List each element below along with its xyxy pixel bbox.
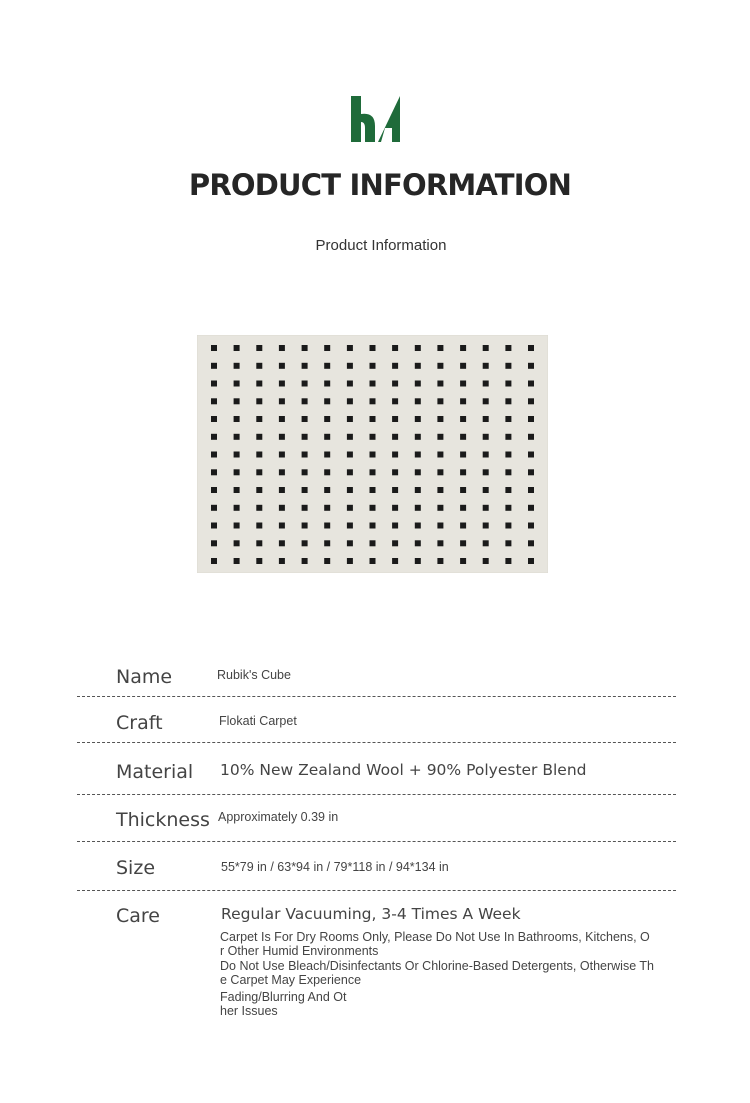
rug-dot [392, 523, 398, 529]
rug-dot [483, 558, 489, 564]
rug-dot [505, 487, 511, 493]
rug-dot [460, 345, 466, 351]
rug-dot [392, 363, 398, 369]
rug-dot [324, 487, 330, 493]
rug-dot [211, 469, 217, 475]
rug-dot [256, 363, 262, 369]
rug-dot [415, 363, 421, 369]
rug-dot [256, 469, 262, 475]
rug-dot [460, 505, 466, 511]
rug-dot [415, 345, 421, 351]
rug-dot [302, 469, 308, 475]
rug-dot [324, 434, 330, 440]
rug-dot [505, 452, 511, 458]
rug-dot [234, 416, 240, 422]
rug-dot [505, 540, 511, 546]
rug-dot [234, 523, 240, 529]
rug-dot [505, 505, 511, 511]
divider [77, 794, 676, 795]
rug-dot [370, 540, 376, 546]
rug-dot [234, 434, 240, 440]
spec-label-name: Name [116, 666, 173, 688]
rug-dot [256, 523, 262, 529]
rug-dot [437, 469, 443, 475]
rug-dot [370, 469, 376, 475]
rug-dot [392, 452, 398, 458]
rug-dot [370, 398, 376, 404]
rug-dot [505, 398, 511, 404]
rug-dot [460, 416, 466, 422]
rug-dot [437, 416, 443, 422]
rug-dot [211, 540, 217, 546]
rug-dot [347, 416, 353, 422]
rug-dot [211, 487, 217, 493]
rug-dot [415, 523, 421, 529]
rug-dot [483, 381, 489, 387]
rug-dot [505, 363, 511, 369]
rug-dot [483, 523, 489, 529]
rug-dot [460, 398, 466, 404]
rug-dot [437, 523, 443, 529]
rug-dot [415, 469, 421, 475]
rug-dot [415, 434, 421, 440]
rug-dot [528, 398, 534, 404]
rug-dot [528, 505, 534, 511]
rug-dot [392, 487, 398, 493]
rug-dot [347, 523, 353, 529]
rug-dot [256, 540, 262, 546]
rug-dot [415, 398, 421, 404]
rug-dot [392, 381, 398, 387]
spec-value-thickness: Approximately 0.39 in [218, 810, 339, 824]
rug-dot [256, 345, 262, 351]
rug-dot [415, 540, 421, 546]
rug-dot [460, 558, 466, 564]
rug-dot [279, 434, 285, 440]
rug-dot [211, 416, 217, 422]
rug-dot [370, 487, 376, 493]
rug-dot [279, 523, 285, 529]
rug-dot [347, 381, 353, 387]
rug-dot [234, 487, 240, 493]
rug-dot [279, 398, 285, 404]
rug-dot [437, 434, 443, 440]
product-image [197, 335, 548, 573]
rug-dot [483, 540, 489, 546]
rug-dot [483, 487, 489, 493]
spec-value-material: 10% New Zealand Wool + 90% Polyester Blend [220, 761, 587, 779]
rug-dot [234, 345, 240, 351]
rug-dot [528, 363, 534, 369]
rug-dot [505, 434, 511, 440]
rug-dot [211, 523, 217, 529]
rug-dot [324, 558, 330, 564]
rug-dot [505, 345, 511, 351]
rug-dot [234, 381, 240, 387]
rug-dot [302, 452, 308, 458]
rug-dot [505, 558, 511, 564]
rug-dot [234, 469, 240, 475]
rug-dot [460, 540, 466, 546]
divider [77, 742, 676, 743]
rug-dot [234, 363, 240, 369]
rug-dot [392, 540, 398, 546]
rug-dot [279, 469, 285, 475]
rug-dot [483, 398, 489, 404]
rug-dot [370, 381, 376, 387]
rug-dot [460, 363, 466, 369]
rug-dot [392, 505, 398, 511]
divider [77, 696, 676, 697]
rug-dot [302, 487, 308, 493]
rug-dot [234, 398, 240, 404]
rug-dot [370, 363, 376, 369]
spec-label-care: Care [116, 905, 160, 927]
rug-dot [415, 558, 421, 564]
rug-dot [437, 381, 443, 387]
rug-dot [483, 505, 489, 511]
rug-dot [370, 558, 376, 564]
rug-dot [370, 434, 376, 440]
rug-dot [256, 416, 262, 422]
rug-dot [415, 487, 421, 493]
rug-dot [256, 381, 262, 387]
page-title: PRODUCT INFORMATION [188, 168, 572, 202]
care-note: Fading/Blurring And Ot her Issues [220, 990, 347, 1018]
rug-dot [483, 452, 489, 458]
rug-dot [302, 363, 308, 369]
rug-dot [324, 416, 330, 422]
rug-dot [347, 345, 353, 351]
rug-dot [279, 487, 285, 493]
rug-dot [437, 345, 443, 351]
rug-dot [279, 381, 285, 387]
rug-dot [279, 505, 285, 511]
rug-dot [528, 540, 534, 546]
rug-dot [460, 487, 466, 493]
rug-dot [483, 416, 489, 422]
rug-dot [460, 469, 466, 475]
rug-dot [324, 523, 330, 529]
rug-dot [347, 452, 353, 458]
rug-dot [392, 416, 398, 422]
rug-dot [437, 540, 443, 546]
rug-dot [302, 434, 308, 440]
rug-dot [437, 487, 443, 493]
rug-dot [302, 345, 308, 351]
spec-label-material: Material [116, 761, 194, 783]
rug-dot [324, 540, 330, 546]
spec-value-craft: Flokati Carpet [219, 714, 297, 728]
rug-dot [460, 434, 466, 440]
rug-dot [279, 452, 285, 458]
rug-dot [483, 363, 489, 369]
rug-dot [347, 434, 353, 440]
rug-dot [347, 398, 353, 404]
rug-dot [505, 381, 511, 387]
rug-dot [211, 558, 217, 564]
rug-dot [528, 487, 534, 493]
rug-dot [528, 523, 534, 529]
divider [77, 841, 676, 842]
spec-label-size: Size [116, 857, 156, 879]
rug-dot [483, 469, 489, 475]
rug-dot [256, 398, 262, 404]
rug-dot [415, 381, 421, 387]
rug-dot [415, 452, 421, 458]
rug-dot [347, 469, 353, 475]
rug-dot [437, 505, 443, 511]
rug-dot [302, 398, 308, 404]
spec-label-craft: Craft [116, 712, 163, 734]
rug-dot [483, 345, 489, 351]
rug-dot [279, 540, 285, 546]
rug-dot [370, 345, 376, 351]
care-note: Carpet Is For Dry Rooms Only, Please Do Not Use In Bathrooms, Kitchens, O r Other Humid Environments [220, 930, 650, 958]
rug-dot [302, 558, 308, 564]
rug-dot [324, 381, 330, 387]
rug-dot [392, 469, 398, 475]
rug-dot [370, 523, 376, 529]
rug-dot [234, 540, 240, 546]
rug-dot [234, 558, 240, 564]
rug-dot [437, 398, 443, 404]
spec-value-care-headline: Regular Vacuuming, 3-4 Times A Week [221, 905, 521, 923]
rug-dot [460, 381, 466, 387]
rug-dot [347, 487, 353, 493]
rug-dot [211, 434, 217, 440]
rug-dot [347, 363, 353, 369]
page-subtitle: Product Information [315, 237, 447, 254]
rug-dot [211, 345, 217, 351]
rug-dot [392, 558, 398, 564]
rug-dot [302, 416, 308, 422]
rug-dot [279, 345, 285, 351]
rug-dot [528, 416, 534, 422]
rug-dot [392, 345, 398, 351]
rug-dot [302, 505, 308, 511]
rug-dot [302, 381, 308, 387]
rug-dot [211, 363, 217, 369]
rug-dot [528, 434, 534, 440]
rug-dot [324, 452, 330, 458]
rug-dot [415, 505, 421, 511]
rug-dot [392, 434, 398, 440]
rug-dot [324, 363, 330, 369]
spec-value-name: Rubik's Cube [217, 668, 291, 682]
rug-dot [324, 398, 330, 404]
rug-dot [460, 452, 466, 458]
rug-dot [279, 363, 285, 369]
rug-dot [483, 434, 489, 440]
rug-dot [279, 416, 285, 422]
rug-dot [302, 523, 308, 529]
rug-dot [234, 452, 240, 458]
care-note: Do Not Use Bleach/Disinfectants Or Chlorine-Based Detergents, Otherwise Th e Carpet May Experience [220, 959, 654, 987]
rug-dot [437, 452, 443, 458]
rug-dot [528, 345, 534, 351]
rug-dot [347, 505, 353, 511]
rug-dot [528, 452, 534, 458]
rug-dot [370, 505, 376, 511]
rug-dot [211, 505, 217, 511]
rug-dot [370, 452, 376, 458]
rug-dot [415, 416, 421, 422]
rug-dot [234, 505, 240, 511]
rug-dot [528, 381, 534, 387]
divider [77, 890, 676, 891]
rug-dot [437, 558, 443, 564]
rug-dot [211, 452, 217, 458]
spec-value-size: 55*79 in / 63*94 in / 79*118 in / 94*134 in [221, 860, 449, 874]
rug-dot [437, 363, 443, 369]
rug-dot [505, 416, 511, 422]
rug-dot [324, 345, 330, 351]
rug-dot [211, 381, 217, 387]
rug-dot [528, 558, 534, 564]
rug-dot [460, 523, 466, 529]
rug-dot [256, 434, 262, 440]
rug-dot [505, 523, 511, 529]
brand-logo-icon [351, 96, 400, 142]
rug-dot [256, 558, 262, 564]
rug-dot [256, 505, 262, 511]
rug-dot [370, 416, 376, 422]
rug-dot [347, 558, 353, 564]
rug-dot [324, 505, 330, 511]
rug-dot [324, 469, 330, 475]
rug-dot [211, 398, 217, 404]
rug-dot [256, 487, 262, 493]
spec-label-thickness: Thickness [116, 809, 210, 831]
rug-dot [528, 469, 534, 475]
rug-dot [392, 398, 398, 404]
rug-dot [347, 540, 353, 546]
rug-dot [256, 452, 262, 458]
rug-dot [302, 540, 308, 546]
rug-dot [505, 469, 511, 475]
rug-dot [279, 558, 285, 564]
